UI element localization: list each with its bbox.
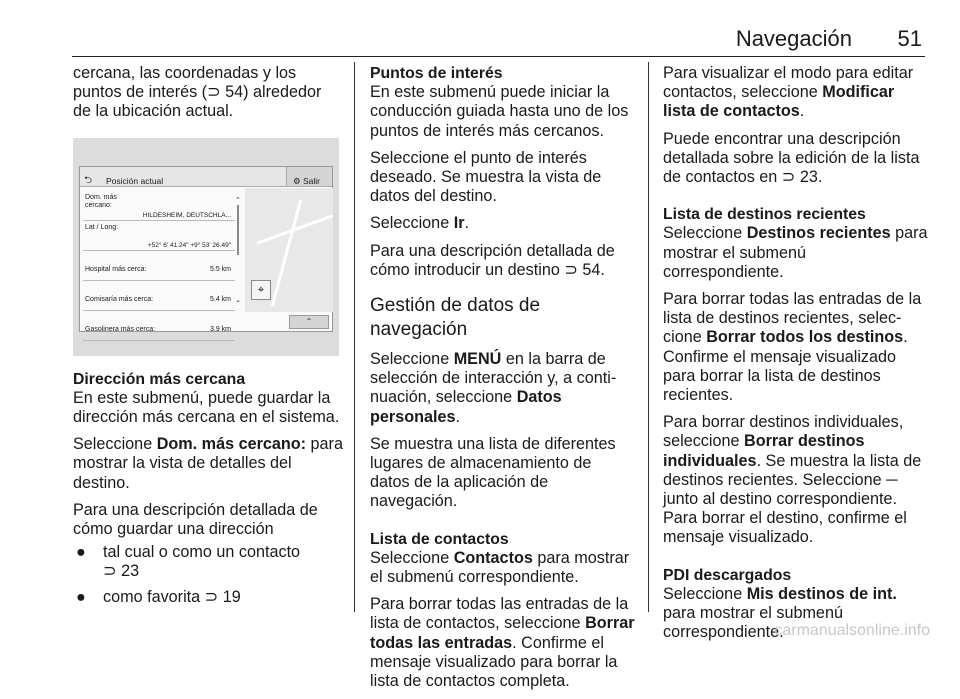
watermark: carmanualsonline.info: [774, 622, 930, 639]
page-ref[interactable]: 54.: [582, 260, 605, 279]
map-view: [245, 188, 333, 312]
heading: Dirección más cercana: [73, 370, 246, 388]
page-number: 51: [897, 26, 922, 51]
page-ref-icon: ⊃: [781, 168, 800, 187]
column-2: [370, 64, 635, 699]
paragraph: Seleccione MENÚ en la barra de selección de interacción y, a conti-nuación, seleccione Datos personales.: [370, 350, 617, 426]
paragraph: Para borrar destinos individuales, seleccione Borrar destinos individuales. Se muestra la lista de destinos recientes. Seleccione ─ junto al destino correspondiente. Para borrar el destino, confirme el mensaje visualizado.: [663, 413, 922, 547]
chevron-down-icon: ⌄: [235, 297, 241, 305]
page-ref-icon: ⊃: [564, 260, 583, 279]
list-item: ● tal cual o como un contacto ⊃ 23: [76, 543, 301, 581]
paragraph: Para una descripción detallada de cómo introducir un destino ⊃ 54.: [370, 241, 615, 279]
chevron-up-icon: ⌃: [289, 315, 329, 329]
page-ref[interactable]: 54: [225, 83, 244, 102]
info-list: [83, 191, 235, 341]
gear-icon: ⚙: [293, 175, 301, 186]
paragraph: Para borrar todas las entradas de la lista de destinos recientes, selec-cione Borrar todos los destinos. Confirme el mensaje visualizado para borrar la lista de destinos recientes.: [663, 290, 922, 405]
column-divider: [354, 62, 355, 612]
paragraph: Seleccione el punto de interés deseado. Se muestra la vista de datos del destino.: [370, 148, 602, 206]
paragraph: Seleccione Mis destinos de int. para mostrar el submenú correspondiente.: [663, 584, 897, 642]
list-item: Dom. más cercano: HILDESHEIM, DEUTSCHLA...: [83, 191, 235, 221]
location-icon: ⌖: [251, 280, 271, 300]
heading: Lista de destinos recientes: [663, 206, 866, 224]
section-heading: Gestión de datos de navegación: [370, 295, 541, 341]
intro-text: cercana, las coordenadas y los puntos de interés (⊃ 54) alrededor de la ubicación actual.: [73, 64, 322, 121]
screen-title-bar: [80, 167, 332, 187]
list-item: Comisaría más cerca: 5.4 km: [83, 281, 235, 311]
page-ref[interactable]: 19: [222, 587, 241, 606]
back-arrow-icon: ⮌: [84, 174, 93, 186]
paragraph: En este submenú puede iniciar la conducción guiada hasta uno de los puntos de interés más cercanos.: [370, 83, 629, 140]
section-title: Navegación: [735, 26, 852, 51]
paragraph: Para borrar todas las entradas de la lista de contactos, seleccione Borrar todas las entradas. Confirme el mensaje visualizado para borrar la lista de contactos completa.: [370, 595, 635, 691]
paragraph: Se muestra una lista de diferentes lugares de almacenamiento de datos de la aplicación de navegación.: [370, 434, 616, 511]
paragraph: Seleccione Contactos para mostrar el submenú correspondiente.: [370, 548, 630, 587]
list-item: Lat / Long: +52° 6' 41.24" +9° 53' 26.49": [83, 221, 235, 251]
heading: Puntos de interés: [370, 65, 503, 82]
page-ref-icon: ⊃: [103, 562, 122, 581]
page-header: [0, 26, 960, 54]
exit-button: ⚙ Salir: [286, 167, 332, 186]
paragraph: Para visualizar el modo para editar contactos, seleccione Modificar lista de contactos.: [663, 64, 914, 121]
infotainment-screen: [79, 166, 333, 332]
page-ref[interactable]: 23.: [799, 168, 823, 187]
list-item: Gasolinera más cerca: 3.9 km: [83, 311, 235, 341]
column-3: [663, 64, 929, 650]
header-rule: [72, 56, 925, 57]
page-ref-icon: ⊃: [207, 83, 226, 102]
paragraph: Para una descripción detallada de cómo guardar una dirección: [73, 500, 318, 539]
paragraph: Puede encontrar una descripción detallada sobre la edición de la lista de contactos en ⊃ 23.: [663, 129, 920, 187]
paragraph: Seleccione Ir.: [370, 214, 470, 233]
paragraph: Seleccione Destinos recientes para mostrar el submenú correspondiente.: [663, 224, 928, 281]
heading: PDI descargados: [663, 566, 792, 584]
paragraph: En este submenú, puede guardar la dirección más cercana en el sistema.: [73, 388, 340, 427]
page-ref[interactable]: 23: [121, 562, 140, 581]
chevron-up-icon: ⌃: [235, 196, 241, 204]
column-1: [73, 64, 343, 613]
list-item: ● como favorita ⊃ 19: [76, 587, 241, 606]
scroll-thumb: [237, 205, 239, 255]
screen-title: Posición actual: [106, 175, 164, 186]
page-ref-icon: ⊃: [204, 587, 223, 606]
list-item: Hospital más cerca: 5.5 km: [83, 251, 235, 281]
scrollbar: [235, 191, 241, 311]
screen-figure: [73, 138, 339, 356]
heading: Lista de contactos: [370, 530, 509, 548]
paragraph: Seleccione Dom. más cercano: para mostrar la vista de detalles del destino.: [73, 435, 343, 492]
column-divider: [648, 62, 649, 612]
